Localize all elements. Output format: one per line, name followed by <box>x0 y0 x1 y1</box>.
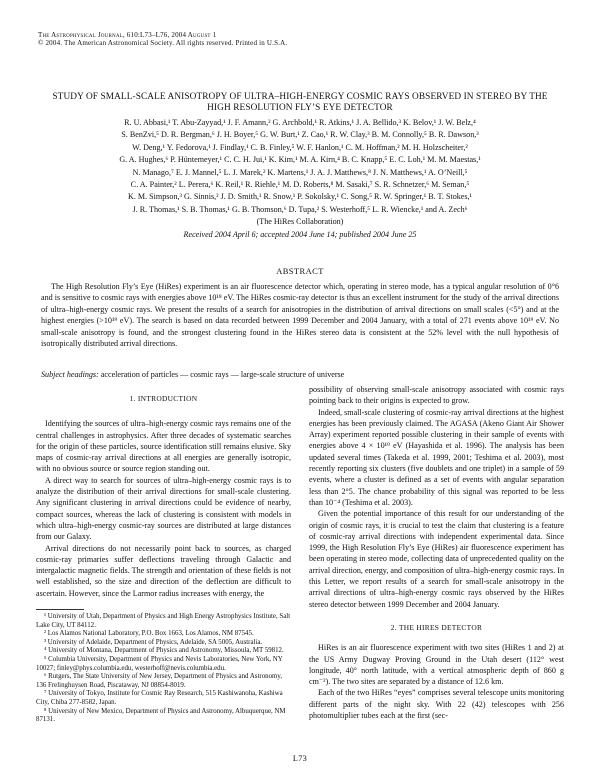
author-line: C. A. Painter,² L. Perera,⁶ K. Reil,¹ R. Riehle,¹ M. D. Roberts,⁸ M. Sasaki,⁷ S. R. Schnetzer,⁶ M. Seman,⁵ <box>130 180 470 190</box>
body-paragraph: Identifying the sources of ultra–high-energy cosmic rays remains one of the central challenges in astrophysics. After three decades of systematic searches for the origin of these particles, source identification still remains elusive. Sky maps of cosmic-ray arrival directions at all energies are generally isotropic, with no obvious source or source region standing out. <box>36 419 291 474</box>
section-heading-detector: 2. THE HIRES DETECTOR <box>390 622 483 632</box>
body-paragraph: Indeed, small-scale clustering of cosmic-ray arrival directions at the highest energies has been previously claimed. The AGASA (Akeno Giant Air Shower Array) experiment reported possible clustering in their sample of events with energies above 4 × 10¹⁹ eV (Hayashida et al. 1996). The analysis has been updated several times (Takeda et al. 1999, 2001; Teshima et al. 2003), most recently reporting six clusters (five doublets and one triplet) in a sample of 59 events, where a cluster is defined as a set of events with angular separation less than 2°5. The chance probability of this signal was reported to be less than 10⁻⁴ (Teshima et al. 2003). <box>309 407 564 507</box>
footnote: ⁷ University of Tokyo, Institute for Cosmic Ray Research, 515 Kashiwanoha, Kashiwa City, Chiba 277-8582, Japan. <box>36 690 283 706</box>
journal-citation: The Astrophysical Journal, 610:L73–L76, 2004 August 1 <box>38 31 217 39</box>
abstract-text: The High Resolution Fly’s Eye (HiRes) experiment is an air fluorescence detector which, operating in stereo mode, has a typical angular resolution of 0°6 and is sensitive to cosmic rays with energies above 10¹⁸ eV. The HiRes cosmic-ray detector is thus an excellent instrument for the study of the arrival directions of ultra–high-energy cosmic rays. We present the results of a search for anisotropies in the distribution of arrival directions on small scales (<5°) and at the highest energies (>10¹⁹ eV). The search is based on data recorded between 1999 December and 2004 January, with a total of 271 events above 10¹⁹ eV. No small-scale anisotropy is found, and the strongest clustering found in the HiRes stereo data is consistent at the 52% level with the null hypothesis of isotropically distributed arrival directions. <box>41 282 559 349</box>
author-line: J. R. Thomas,¹ S. B. Thomas,¹ G. B. Thomson,⁶ D. Tupa,² S. Westerhoff,⁵ L. R. Wiencke,¹ and A. Zech⁶ <box>132 204 468 214</box>
footnote: ³ University of Adelaide, Department of Physics, Adelaide, SA 5005, Australia. <box>44 638 263 646</box>
page-number: L73 <box>292 754 308 763</box>
footnote: ² Los Alamos National Laboratory, P.O. Box 1663, Los Alamos, NM 87545. <box>44 630 254 638</box>
keywords-text: acceleration of particles — cosmic rays — large-scale structure of universe <box>100 370 345 379</box>
footnote: ⁴ University of Montana, Department of Physics and Astronomy, Missoula, MT 59812. <box>44 647 284 655</box>
footnote: ⁶ Rutgers, The State University of New Jersey, Department of Physics and Astronomy, 136 Frelinghuysen Road, Piscataway, NJ 08854-8019. <box>36 673 283 689</box>
author-line: G. A. Hughes,⁶ P. Hüntemeyer,¹ C. C. H. Jui,¹ K. Kim,¹ M. A. Kirn,⁴ B. C. Knapp,⁵ E. C. Loh,¹ M. M. Maestas,¹ <box>119 155 481 165</box>
author-line: R. U. Abbasi,¹ T. Abu-Zayyad,¹ J. F. Amann,² G. Archbold,¹ R. Atkins,¹ J. A. Bellido,³ K. Belov,¹ J. W. Belz,⁴ <box>124 118 476 127</box>
received-dates: Received 2004 April 6; accepted 2004 June 14; published 2004 June 25 <box>183 229 417 239</box>
footnote-rule <box>36 609 84 610</box>
author-list <box>34 117 566 241</box>
body-paragraph: HiRes is an air fluorescence experiment with two sites (HiRes 1 and 2) at the US Army Dugway Proving Ground in the Utah desert (112° west longitude, 40° north latitude, with a vertical atmospheric depth of 860 g cm⁻²). The two sites are separated by a distance of 12.6 km. <box>309 643 564 687</box>
collaboration-name: (The HiRes Collaboration) <box>256 217 344 227</box>
footnote: ¹ University of Utah, Department of Physics and High Energy Astrophysics Institute, Salt Lake City, UT 84112. <box>36 613 291 629</box>
body-paragraph: Arrival directions do not necessarily point back to sources, as charged cosmic-ray primaries suffer deflections traveling through Galactic and intergalactic magnetic fields. The strength and orientation of these fields is not well established, so the size and direction of the deflection are difficult to ascertain. However, since the Larmor radius increases with energy, the <box>36 543 291 598</box>
author-line: K. M. Simpson,³ G. Sinnis,² J. D. Smith,¹ R. Snow,¹ P. Sokolsky,¹ C. Song,⁵ R. W. Springer,¹ B. T. Stokes,¹ <box>128 192 472 202</box>
author-line: W. Deng,¹ Y. Fedorova,¹ J. Findlay,¹ C. B. Finley,⁵ W. F. Hanlon,¹ C. M. Hoffman,² M. H. Holzscheiter,² <box>132 142 468 152</box>
section-heading-introduction: 1. INTRODUCTION <box>129 394 198 403</box>
keywords-label: Subject headings: <box>41 370 99 379</box>
journal-header <box>38 31 287 47</box>
left-column <box>36 384 291 725</box>
body-paragraph: Each of the two HiRes “eyes” comprises several telescope units monitoring different parts of the night sky. With 22 (42) telescopes with 256 photomultiplier tubes each at the first (sec- <box>309 688 564 721</box>
subject-headings <box>41 369 559 380</box>
author-line: S. BenZvi,⁵ D. R. Bergman,⁶ J. H. Boyer,⁵ G. W. Burt,¹ Z. Cao,¹ R. W. Clay,³ B. M. Connolly,⁵ B. R. Dawson,³ <box>121 130 479 140</box>
copyright-notice: © 2004. The American Astronomical Society. All rights reserved. Printed in U.S.A. <box>38 39 288 47</box>
body-paragraph: Given the potential importance of this result for our understanding of the origin of cosmic rays, it is crucial to test the claim that clustering is a feature of cosmic-ray arrival directions with independent experimental data. Since 1999, the High Resolution Fly’s Eye (HiRes) air fluorescence experiment has been operating in stereo mode, collecting data of unprecedented quality on the arrival direction, energy, and composition of ultra–high-energy cosmic rays. In this Letter, we report results of a search for small-scale anisotropy in the arrival directions of ultra–high-energy cosmic rays observed by the HiRes stereo detector between 1999 December and 2004 January. <box>309 509 564 609</box>
body-paragraph: possibility of observing small-scale anisotropy associated with cosmic rays pointing back to their origins is expected to grow. <box>309 385 564 406</box>
abstract-body <box>41 281 559 349</box>
paper-title: STUDY OF SMALL-SCALE ANISOTROPY OF ULTRA–HIGH-ENERGY COSMIC RAYS OBSERVED IN STEREO BY THE HIGH RESOLUTION FLY’S EYE DETECTOR <box>52 92 548 113</box>
author-line: N. Manago,⁷ E. J. Mannel,⁵ L. J. Marek,² K. Martens,¹ J. A. J. Matthews,⁸ J. N. Matthews,¹ A. O’Neill,⁵ <box>132 167 468 177</box>
abstract-heading: ABSTRACT <box>276 266 324 276</box>
body-paragraph: A direct way to search for sources of ultra–high-energy cosmic rays is to analyze the distribution of their arrival directions for small-scale clustering. Any significant clustering in arrival directions could be evidence of nearby, compact sources, whereas the lack of clustering is consistent with models in which ultra–high-energy cosmic-ray sources are distributed at large distances from our Galaxy. <box>36 475 291 542</box>
footnote: ⁵ Columbia University, Department of Physics and Nevis Laboratories, New York, NY 10027; finley@phys.columbia.edu, westerhoff@nevis.columbia.edu. <box>36 656 283 672</box>
right-column <box>309 384 564 721</box>
footnote: ⁸ University of New Mexico, Department of Physics and Astronomy, Albuquerque, NM 87131. <box>36 707 286 724</box>
